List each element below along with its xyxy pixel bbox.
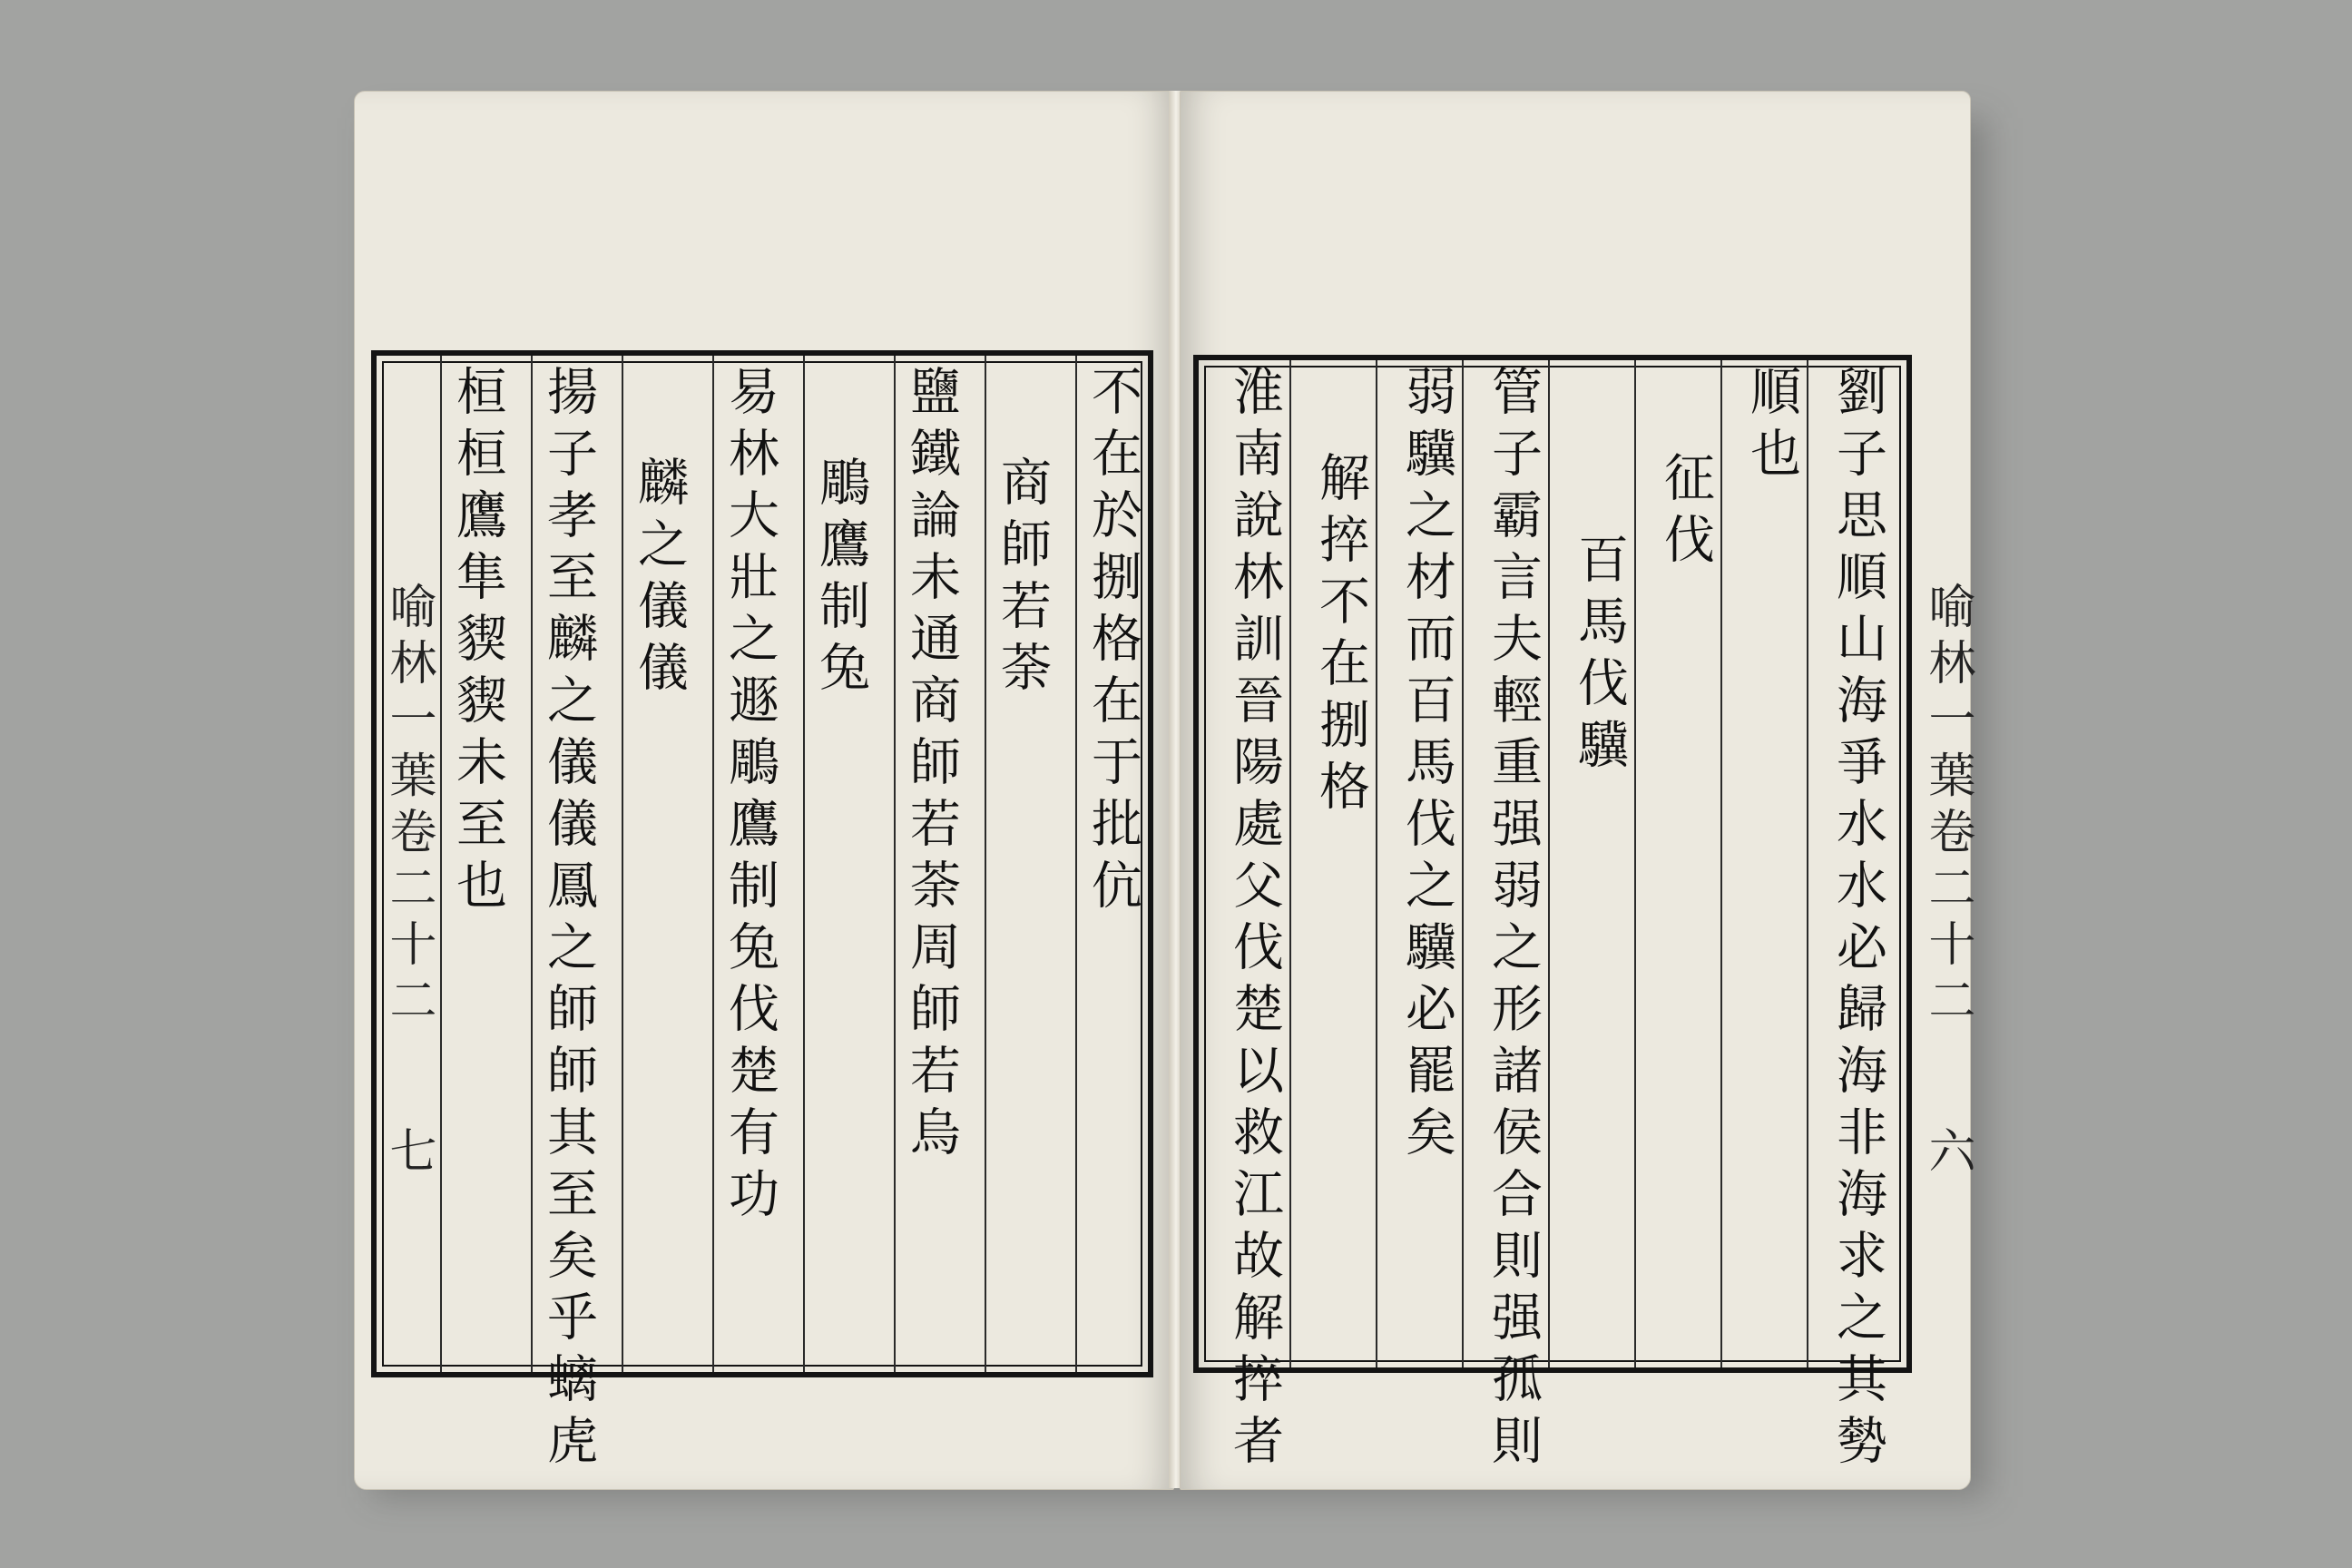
text-column: 淮南說林訓晉陽處父伐楚以救江故解捽者	[1225, 365, 1284, 1475]
text-column: 易林大壯之遯鵰鷹制兔伐楚有功	[720, 365, 779, 1229]
text-column: 劉子思順山海爭水水必歸海非海求之其勢	[1828, 365, 1887, 1475]
column-rule	[1634, 360, 1636, 1367]
column-rule	[803, 356, 805, 1372]
column-rule	[1376, 360, 1377, 1367]
column-rule	[1462, 360, 1464, 1367]
text-column: 麟之儀儀	[630, 456, 689, 702]
column-rule	[712, 356, 714, 1372]
right-page-running-title: 喻林一葉卷二十二	[1920, 582, 1975, 1032]
text-column: 征伐	[1656, 451, 1715, 574]
column-rule	[531, 356, 533, 1372]
text-column: 商師若荼	[993, 456, 1052, 702]
left-text-frame	[371, 350, 1153, 1475]
column-rule	[1075, 356, 1077, 1372]
column-rule	[440, 356, 442, 1372]
text-column: 揚子孝至麟之儀儀鳳之師師其至矣乎螭虎	[539, 365, 598, 1475]
column-rule	[1720, 360, 1722, 1367]
text-column: 解捽不在捌格	[1311, 451, 1370, 821]
text-column: 管子霸言夫輕重强弱之形諸侯合則强孤則	[1484, 365, 1543, 1475]
right-text-frame	[1193, 355, 1912, 1475]
left-page	[354, 91, 1174, 1490]
column-rule	[622, 356, 623, 1372]
open-book	[354, 91, 1975, 1488]
text-column: 弱驥之材而百馬伐之驥必罷矣	[1397, 365, 1456, 1167]
right-page	[1180, 91, 1975, 1490]
column-rule	[894, 356, 896, 1372]
text-column: 百馬伐驥	[1570, 533, 1629, 779]
left-page-folio: 七	[381, 1126, 436, 1182]
column-rule	[1289, 360, 1291, 1367]
column-rule	[1548, 360, 1550, 1367]
text-column: 不在於捌格在于批伉	[1083, 365, 1142, 920]
column-rule	[985, 356, 986, 1372]
text-column: 桓桓鷹隼䝟䝟未至也	[448, 365, 507, 920]
text-column: 鹽鐵論未通商師若荼周師若烏	[902, 365, 961, 1167]
text-column: 順也	[1742, 365, 1801, 488]
right-page-folio: 六	[1920, 1126, 1975, 1182]
left-page-running-title: 喻林一葉卷二十二	[381, 582, 436, 1032]
column-rule	[1807, 360, 1808, 1367]
text-column: 鵰鷹制兔	[811, 456, 870, 702]
